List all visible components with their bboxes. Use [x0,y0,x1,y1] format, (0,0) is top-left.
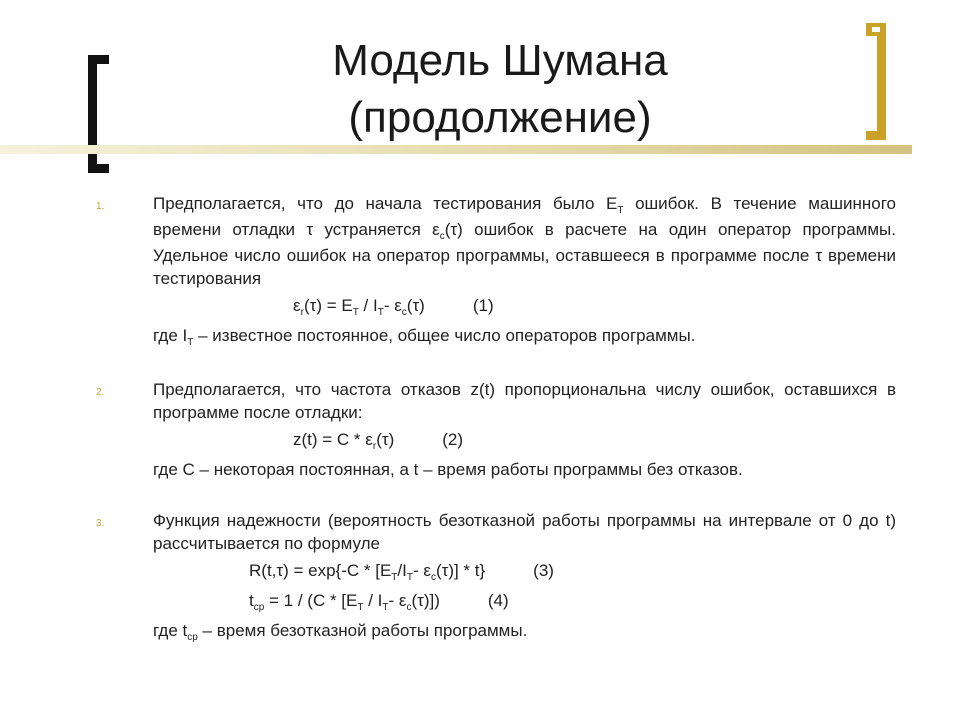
formula-1 [153,294,896,320]
equation-number: (3) [533,561,554,580]
text-part: ошибок. В течение машинного времени отладки τ устраняется ε [153,194,896,239]
formula-part: (τ) = E [303,296,353,315]
subscript: c [430,572,436,583]
text-part: где I [153,326,188,345]
subscript: cp [253,602,265,613]
numbered-list [96,192,896,673]
subscript: T [352,307,359,318]
right-bracket-top-mark [866,23,886,36]
formula-4 [153,589,896,615]
formula-explanation [153,619,896,645]
item-paragraph: Функция надежности (вероятность безотказной работы программы на интервале от 0 до t) рассчитывается по формуле [153,511,896,553]
subscript: T [187,337,194,348]
text-part: (τ) ошибок в расчете на один оператор программы. Удельное число ошибок на оператор программы, оставшееся в программе после τ времени тестирования [153,220,896,288]
item-paragraph: Предполагается, что частота отказов z(t) пропорциональна числу ошибок, оставшихся в программе после отладки: [153,380,896,422]
list-item [96,192,896,350]
subscript: T [357,602,364,613]
list-item [96,378,896,481]
text-part: Предполагается, что до начала тестирования было E [153,194,618,213]
slide-title [140,32,860,146]
subscript: T [406,572,413,583]
list-number: 1. [96,201,105,212]
subscript: T [382,602,389,613]
formula-explanation: где С – некоторая постоянная, а t – время работы программы без отказов. [153,460,743,479]
formula-3 [153,559,896,585]
equation-number: (2) [442,430,464,449]
formula-part: - ε [383,296,402,315]
list-number: 2. [96,387,105,398]
title-line-2: (продолжение) [348,93,652,142]
subscript: cp [187,632,198,643]
formula-part: (τ) [406,296,425,315]
formula-part: z(t) = C * ε [293,430,373,449]
formula-part: = 1 / (C * [E [264,591,358,610]
title-line-1: Модель Шумана [332,36,668,85]
formula-part: (τ)] * t} [435,561,486,580]
formula-part: / I [363,591,383,610]
formula-part: t [249,591,254,610]
list-item [96,509,896,645]
formula-explanation [153,324,896,350]
formula-part: ε [293,296,301,315]
text-part: – известное постоянное, общее число операторов программы. [193,326,696,345]
item-paragraph [153,192,896,290]
left-bracket-top [88,55,109,64]
text-part: – время безотказной работы программы. [197,621,528,640]
formula-part: (τ) [376,430,395,449]
equation-number: (4) [487,591,509,610]
formula-part: R(t,τ) = exp{-C * [E [249,561,392,580]
text-part: где t [153,621,188,640]
formula-part: /I [397,561,407,580]
list-number: 3. [96,518,105,529]
formula-part: / I [358,296,378,315]
subscript: r [372,441,377,452]
left-bracket-bottom [88,164,109,173]
equation-number: (1) [472,296,494,315]
formula-2 [153,428,896,454]
subscript: c [439,231,445,242]
formula-part: (τ)]) [411,591,440,610]
right-bracket-decoration [877,30,886,140]
formula-part: - ε [388,591,407,610]
formula-part: - ε [412,561,431,580]
subscript: c [401,307,407,318]
right-bracket-bottom [866,131,886,140]
subscript: r [300,307,304,318]
left-bracket-decoration [88,55,97,173]
subscript: c [406,602,412,613]
subscript: T [617,205,624,216]
title-underline-decoration [0,145,912,154]
subscript: T [391,572,398,583]
subscript: T [377,307,384,318]
